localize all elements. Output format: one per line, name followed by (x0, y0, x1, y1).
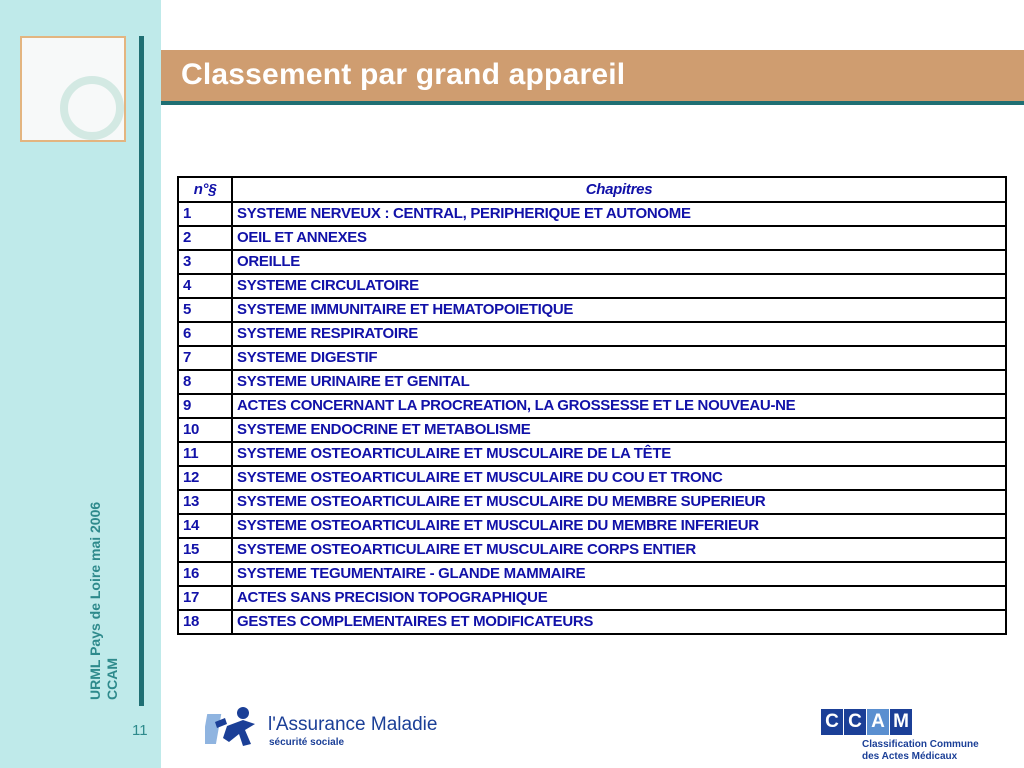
table-row (178, 202, 1006, 226)
row-num: 4 (178, 274, 232, 298)
row-num: 14 (178, 514, 232, 538)
table-header-row (178, 177, 1006, 202)
vertical-divider (139, 36, 144, 706)
assurance-maladie-logo-icon (205, 704, 265, 754)
ccam-letter: A (867, 709, 889, 735)
ccam-letter: C (844, 709, 866, 735)
row-label: SYSTEME RESPIRATOIRE (232, 322, 1006, 346)
ccam-subtitle (862, 739, 979, 763)
table-row (178, 610, 1006, 634)
ccam-letter: M (890, 709, 912, 735)
row-label: SYSTEME DIGESTIF (232, 346, 1006, 370)
table-row (178, 514, 1006, 538)
row-num: 5 (178, 298, 232, 322)
row-num: 9 (178, 394, 232, 418)
header-num: n°§ (178, 177, 232, 202)
ccam-logo (821, 709, 913, 735)
row-num: 10 (178, 418, 232, 442)
title-underline (161, 101, 1024, 105)
table-row (178, 370, 1006, 394)
assurance-maladie-subtitle: sécurité sociale (269, 737, 345, 748)
row-label: OREILLE (232, 250, 1006, 274)
row-label: SYSTEME OSTEOARTICULAIRE ET MUSCULAIRE DE LA TÊTE (232, 442, 1006, 466)
row-label: ACTES SANS PRECISION TOPOGRAPHIQUE (232, 586, 1006, 610)
decorative-frame (20, 36, 126, 142)
table-row (178, 322, 1006, 346)
row-label: SYSTEME OSTEOARTICULAIRE ET MUSCULAIRE DU COU ET TRONC (232, 466, 1006, 490)
ccam-letter: C (821, 709, 843, 735)
vertical-text-line-2: CCAM (104, 658, 120, 700)
table-row (178, 490, 1006, 514)
ccam-subtitle-line-1: Classification Commune (862, 739, 979, 750)
row-label: GESTES COMPLEMENTAIRES ET MODIFICATEURS (232, 610, 1006, 634)
table-row (178, 346, 1006, 370)
row-num: 8 (178, 370, 232, 394)
row-num: 16 (178, 562, 232, 586)
vertical-footer-text (87, 502, 121, 700)
table-row (178, 466, 1006, 490)
row-label: SYSTEME OSTEOARTICULAIRE ET MUSCULAIRE DU MEMBRE SUPERIEUR (232, 490, 1006, 514)
header-chapitres: Chapitres (232, 177, 1006, 202)
table-row (178, 586, 1006, 610)
row-label: SYSTEME CIRCULATOIRE (232, 274, 1006, 298)
table-row (178, 394, 1006, 418)
row-label: SYSTEME ENDOCRINE ET METABOLISME (232, 418, 1006, 442)
row-num: 6 (178, 322, 232, 346)
row-num: 17 (178, 586, 232, 610)
vertical-text-line-1: URML Pays de Loire mai 2006 (87, 501, 103, 700)
row-label: SYSTEME URINAIRE ET GENITAL (232, 370, 1006, 394)
row-label: ACTES CONCERNANT LA PROCREATION, LA GROSSESSE ET LE NOUVEAU-NE (232, 394, 1006, 418)
row-num: 18 (178, 610, 232, 634)
row-label: SYSTEME OSTEOARTICULAIRE ET MUSCULAIRE DU MEMBRE INFERIEUR (232, 514, 1006, 538)
table-row (178, 226, 1006, 250)
slide-title: Classement par grand appareil (181, 58, 626, 91)
table-row (178, 442, 1006, 466)
table-row (178, 538, 1006, 562)
table-row (178, 274, 1006, 298)
table-row (178, 250, 1006, 274)
page-number: 11 (132, 722, 148, 739)
row-num: 7 (178, 346, 232, 370)
row-label: SYSTEME OSTEOARTICULAIRE ET MUSCULAIRE CORPS ENTIER (232, 538, 1006, 562)
row-num: 12 (178, 466, 232, 490)
row-label: SYSTEME TEGUMENTAIRE - GLANDE MAMMAIRE (232, 562, 1006, 586)
table-row (178, 562, 1006, 586)
ccam-subtitle-line-2: des Actes Médicaux (862, 751, 958, 762)
row-num: 1 (178, 202, 232, 226)
chapters-table (177, 176, 1007, 635)
row-label: SYSTEME NERVEUX : CENTRAL, PERIPHERIQUE ET AUTONOME (232, 202, 1006, 226)
row-num: 3 (178, 250, 232, 274)
row-num: 2 (178, 226, 232, 250)
row-label: SYSTEME IMMUNITAIRE ET HEMATOPOIETIQUE (232, 298, 1006, 322)
circle-decoration-icon (60, 76, 124, 140)
row-num: 15 (178, 538, 232, 562)
row-num: 11 (178, 442, 232, 466)
assurance-maladie-name: l'Assurance Maladie (268, 714, 438, 735)
row-num: 13 (178, 490, 232, 514)
table-row (178, 418, 1006, 442)
row-label: OEIL ET ANNEXES (232, 226, 1006, 250)
table-row (178, 298, 1006, 322)
